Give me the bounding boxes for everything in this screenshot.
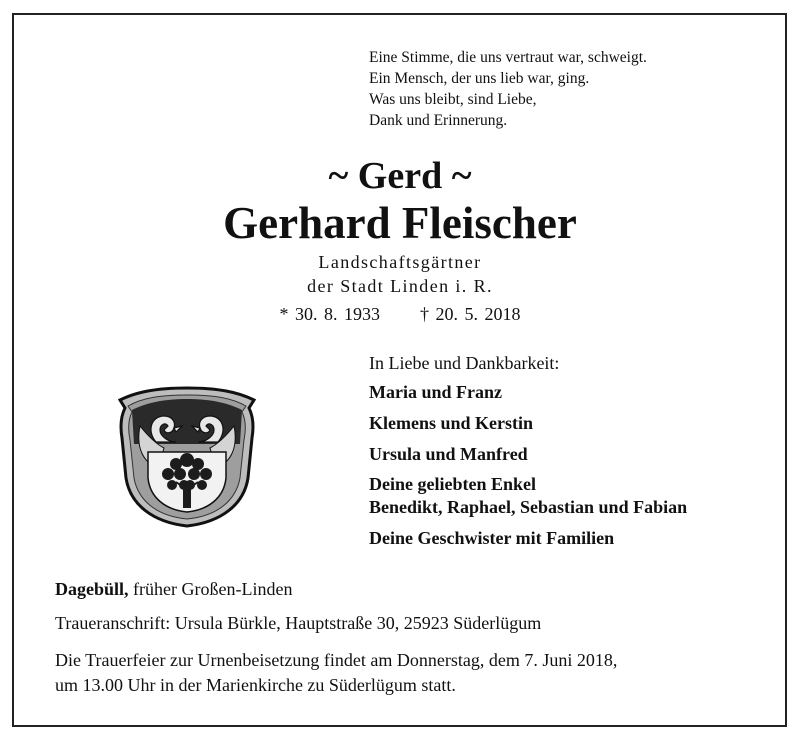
poem-line: Was uns bleibt, sind Liebe,: [369, 91, 537, 108]
occupation-line: der Stadt Linden i. R.: [307, 276, 493, 296]
birth-date: * 30. 8. 1933: [279, 304, 380, 324]
residence: [55, 577, 292, 601]
ceremony-line: um 13.00 Uhr in der Marienkirche zu Süderlügum statt.: [55, 675, 456, 695]
occupation: [0, 250, 800, 298]
nickname: ~ Gerd ~: [328, 155, 472, 197]
mourner-entry: Maria und Franz: [369, 382, 502, 402]
life-dates: [0, 302, 800, 326]
mourner-entry: Deine geliebten Enkel: [369, 474, 536, 494]
poem: [369, 47, 647, 131]
deceased-name: Gerhard Fleischer: [223, 198, 577, 248]
mourner-entry: Deine Geschwister mit Familien: [369, 528, 615, 548]
mourner-entry: Klemens und Kerstin: [369, 413, 534, 433]
poem-line: Dank und Erinnerung.: [369, 112, 508, 129]
poem-line: Eine Stimme, die uns vertraut war, schweigt.: [369, 49, 647, 66]
mourner-entry: Ursula und Manfred: [369, 444, 528, 464]
ceremony-line: Die Trauerfeier zur Urnenbeisetzung findet am Donnerstag, dem 7. Juni 2018,: [55, 650, 618, 670]
residence-former: früher Großen-Linden: [128, 579, 293, 599]
occupation-line: Landschaftsgärtner: [318, 252, 482, 272]
ceremony-info: [55, 648, 617, 698]
coat-of-arms-icon: [116, 386, 258, 528]
poem-line: Ein Mensch, der uns lieb war, ging.: [369, 70, 590, 87]
residence-town: Dagebüll,: [55, 579, 129, 599]
mourning-address: Traueranschrift: Ursula Bürkle, Hauptstraße 30, 25923 Süderlügum: [55, 613, 542, 633]
mourner-entry: Benedikt, Raphael, Sebastian und Fabian: [369, 497, 688, 517]
thanks-intro: In Liebe und Dankbarkeit:: [369, 353, 560, 373]
death-date: † 20. 5. 2018: [420, 304, 521, 324]
